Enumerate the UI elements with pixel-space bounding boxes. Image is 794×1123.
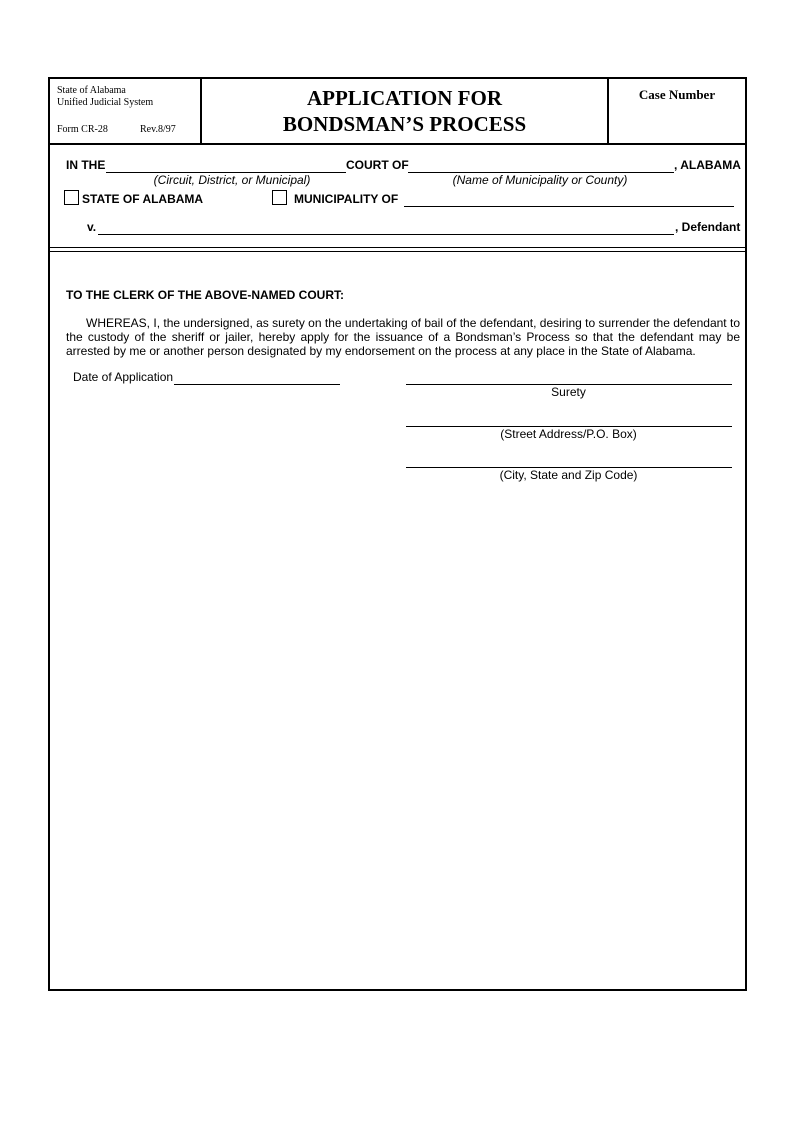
defendant-name-field[interactable] (98, 234, 674, 235)
application-form (48, 77, 747, 991)
versus-label: v. (87, 220, 97, 234)
form-id: Form CR-28 (57, 124, 108, 135)
section-divider (50, 247, 745, 248)
section-divider (50, 251, 745, 252)
form-revision: Rev.8/97 (140, 124, 176, 135)
state-of-alabama-checkbox[interactable] (64, 190, 79, 205)
municipality-checkbox[interactable] (272, 190, 287, 205)
date-of-application-field[interactable] (174, 384, 340, 385)
addressee-heading: TO THE CLERK OF THE ABOVE-NAMED COURT: (66, 288, 344, 302)
municipality-name-field[interactable] (404, 206, 734, 207)
title-line-2: BONDSMAN’S PROCESS (282, 112, 527, 136)
surety-caption: Surety (551, 385, 586, 399)
municipality-label: MUNICIPALITY OF (294, 192, 399, 206)
issuing-authority-cell (50, 79, 202, 143)
form-header (50, 79, 745, 145)
city-state-zip-caption: (City, State and Zip Code) (499, 468, 638, 482)
state-name: State of Alabama (57, 85, 126, 96)
title-cell (202, 79, 609, 143)
court-location-hint: (Name of Municipality or County) (452, 173, 628, 187)
defendant-label: , Defendant (675, 220, 741, 234)
in-the-label: IN THE (66, 158, 106, 172)
court-type-hint: (Circuit, District, or Municipal) (153, 173, 311, 187)
court-of-label: COURT OF (346, 158, 409, 172)
state-of-alabama-label: STATE OF ALABAMA (82, 192, 204, 206)
case-number-label: Case Number (638, 87, 716, 102)
whereas-paragraph: WHEREAS, I, the undersigned, as surety on the undertaking of bail of the defendant, desiring to surrender the defendant to the custody of the sheriff or jailer, hereby apply for the issuance of a Bondsman’s Process so that the defendant may be arrested by me or another person designated by my endorsement on the process at any place in the State of Alabama. (66, 316, 740, 358)
case-number-cell[interactable] (609, 79, 745, 143)
court-section (50, 145, 745, 247)
title-line-1: APPLICATION FOR (306, 86, 503, 110)
date-of-application-label: Date of Application (73, 370, 174, 384)
judicial-system-name: Unified Judicial System (57, 97, 154, 108)
street-address-caption: (Street Address/P.O. Box) (500, 427, 637, 441)
page-title (202, 85, 607, 137)
alabama-label: , ALABAMA (674, 158, 741, 172)
